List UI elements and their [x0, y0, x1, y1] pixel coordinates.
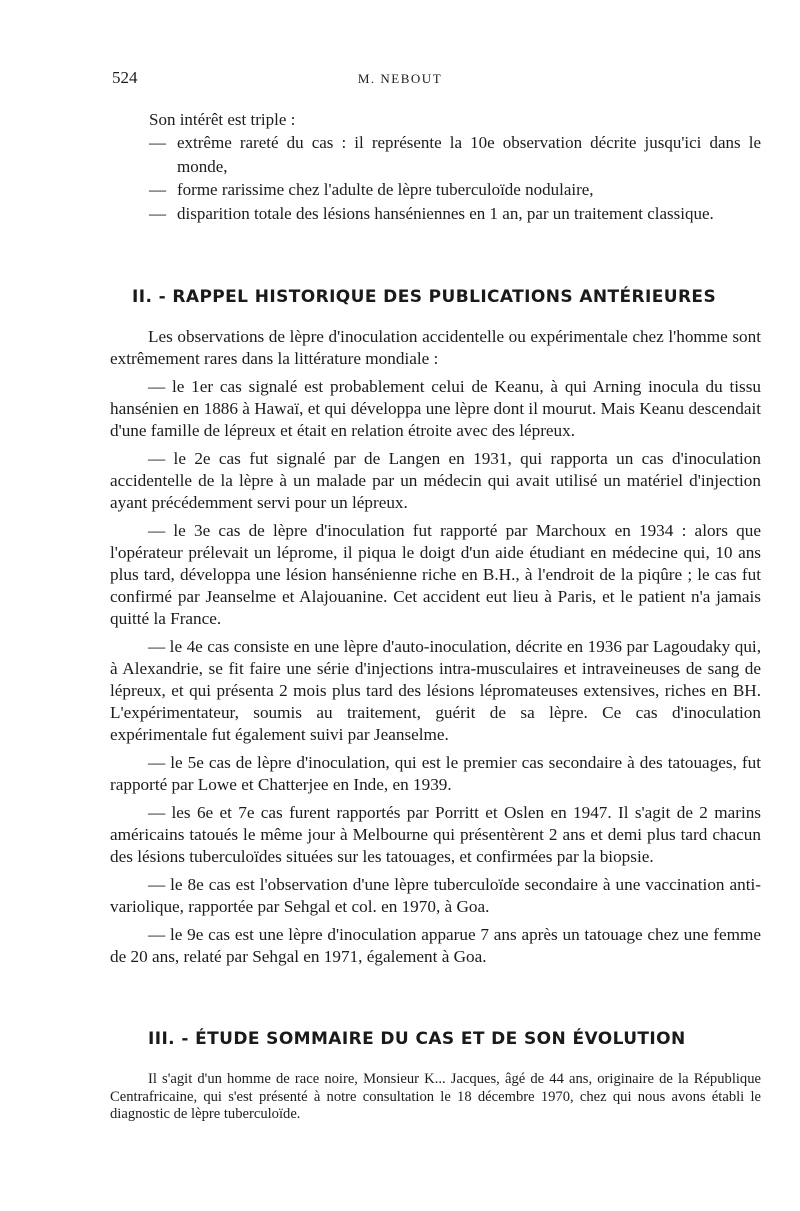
running-head-author: M. NEBOUT: [357, 71, 443, 86]
paragraph: — le 3e cas de lèpre d'inoculation fut rapporté par Marchoux en 1934 : alors que l'opérateur prélevait un léprome, il piqua le doigt d'un aide étudiant en médecine qui, 10 ans plus tard, développa une lésion hansénienne riche en B.H., à l'endroit de la piqûre ; le cas fut confirmé par Jeanselme et Alajouanine. Cet accident eut lieu à Paris, et le patient n'a jamais quitté la France.: [110, 521, 761, 628]
section-heading-3: III. - ÉTUDE SOMMAIRE DU CAS ET DE SON ÉVOLUTION: [148, 1029, 686, 1049]
intro-item: — extrême rareté du cas : il représente la 10e observation décrite jusqu'ici dans le monde,: [149, 131, 761, 178]
section-2-body: [110, 326, 761, 974]
paragraph: — le 4e cas consiste en une lèpre d'auto-inoculation, décrite en 1936 par Lagoudaky qui, à Alexandrie, se fit faire une série d'injections intra-musculaires et intraveineuses de sang de lépreux, et qui présenta 2 mois plus tard des lésions lépromateuses extensives, riches en BH. L'expérimentateur, soumis au traitement, guérit de sa lèpre. Ce cas d'inoculation expérimentale fut également suivi par Jeanselme.: [110, 637, 761, 744]
intro-item: — forme rarissime chez l'adulte de lèpre tuberculoïde nodulaire,: [149, 178, 761, 201]
paragraph: Les observations de lèpre d'inoculation accidentelle ou expérimentale chez l'homme sont extrêmement rares dans la littérature mondiale :: [110, 327, 761, 368]
paragraph: — les 6e et 7e cas furent rapportés par Porritt et Oslen en 1947. Il s'agit de 2 marins américains tatoués le même jour à Melbourne qui présentèrent 2 ans et demi plus tard chacun des lésions tuberculoïdes situées sur les tatouages, et confirmées par la biopsie.: [110, 803, 761, 866]
paragraph: — le 5e cas de lèpre d'inoculation, qui est le premier cas secondaire à des tatouages, fut rapporté par Lowe et Chatterjee en Inde, en 1939.: [110, 753, 761, 794]
intro-lead: Son intérêt est triple :: [149, 110, 296, 129]
intro-item: — disparition totale des lésions hanséniennes en 1 an, par un traitement classique.: [149, 202, 761, 225]
section-heading-2: II. - RAPPEL HISTORIQUE DES PUBLICATIONS ANTÉRIEURES: [132, 287, 717, 307]
section-3-body: [110, 1071, 761, 1124]
paragraph: — le 8e cas est l'observation d'une lèpre tuberculoïde secondaire à une vaccination anti-variolique, rapportée par Sehgal et col. en 1970, à Goa.: [110, 875, 761, 916]
intro-block: [149, 108, 761, 225]
page-number: 524: [112, 68, 138, 87]
paragraph: Il s'agit d'un homme de race noire, Monsieur K... Jacques, âgé de 44 ans, originaire de la République Centrafricaine, qui s'est présenté à notre consultation le 18 décembre 1970, chez qui nous avons établi le diagnostic de lèpre tuberculoïde.: [110, 1071, 761, 1122]
paragraph: — le 2e cas fut signalé par de Langen en 1931, qui rapporta un cas d'inoculation accidentelle de la lèpre à un malade par un médecin qui avait utilisé un matériel d'injection ayant précédemment servi pour un lépreux.: [110, 449, 761, 512]
paragraph: — le 9e cas est une lèpre d'inoculation apparue 7 ans après un tatouage chez une femme de 20 ans, relaté par Sehgal en 1971, également à Goa.: [110, 925, 761, 966]
paragraph: — le 1er cas signalé est probablement celui de Keanu, à qui Arning inocula du tissu hansénien en 1886 à Hawaï, et qui développa une lèpre dont il mourut. Mais Keanu descendait d'une famille de lépreux et était en relation étroite avec des lépreux.: [110, 377, 761, 440]
